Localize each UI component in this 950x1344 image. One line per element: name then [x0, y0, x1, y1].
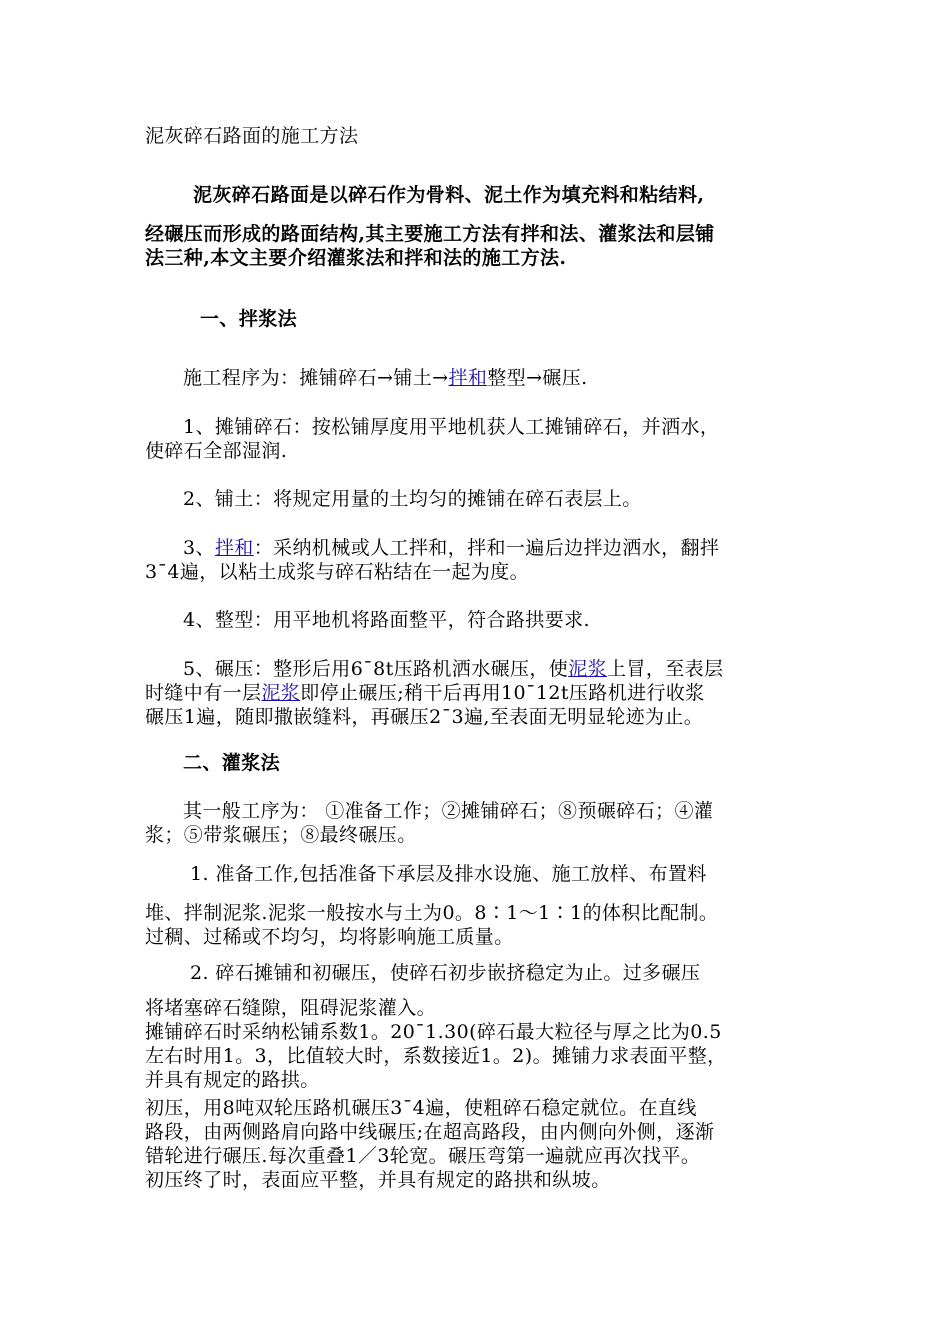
item-1-line-2: 使碎石全部湿润.	[145, 440, 288, 462]
item-3-num: 3、	[183, 537, 215, 559]
section-1-heading: 一、拌浆法	[200, 308, 298, 330]
para-2-line-5: 并具有规定的路拱。	[145, 1069, 320, 1091]
para-2-line-9: 初压终了时，表面应平整，并具有规定的路拱和纵坡。	[145, 1169, 611, 1191]
item-5-text-a: 5、碾压：整形后用6¯8t压路机洒水碾压，使	[183, 658, 569, 680]
procedure-line	[183, 366, 843, 390]
item-5-line-1	[183, 657, 843, 681]
para-2-line-2: 将堵塞碎石缝隙，阻碍泥浆灌入。	[145, 997, 437, 1019]
item-4: 4、整型：用平地机将路面整平，符合路拱要求.	[183, 609, 590, 631]
document-title: 泥灰碎石路面的施工方法	[145, 125, 359, 147]
para-2-line-1: 2. 碎石摊铺和初碾压，使碎石初步嵌挤稳定为止。过多碾压	[190, 962, 701, 984]
procedure-text-b: 整型→碾压.	[487, 367, 588, 389]
intro-line-2: 经碾压而形成的路面结构,其主要施工方法有拌和法、灌浆法和层铺	[145, 223, 715, 245]
link-nijiang-2[interactable]: 泥浆	[261, 682, 301, 704]
para-2-line-8: 错轮进行碾压.每次重叠1／3轮宽。碾压弯第一遍就应再次找平。	[145, 1145, 701, 1167]
para-2-line-4: 左右时用1。3，比值较大时，系数接近1。2)。摊铺力求表面平整，	[145, 1045, 727, 1067]
item-5-text-c: 时缝中有一层	[145, 682, 262, 704]
item-3-line-2: 3¯4遍，以粘土成浆与碎石粘结在一起为度。	[145, 561, 530, 583]
order-line-1: 其一般工序为： ①准备工作；②摊铺碎石；⑧预碾碎石；④灌	[183, 800, 714, 822]
item-5-text-d: 即停止碾压;稍干后再用10¯12t压路机进行收浆	[300, 682, 705, 704]
section-2-heading: 二、灌浆法	[183, 752, 281, 774]
item-3-text: ：采纳机械或人工拌和，拌和一遍后边拌边洒水，翻拌	[253, 537, 720, 559]
order-line-2: 浆；⑤带浆碾压；⑧最终碾压。	[145, 824, 417, 846]
item-5-line-2	[145, 681, 805, 705]
item-3-line-1	[183, 536, 843, 560]
para-2-line-3: 摊铺碎石时采纳松铺系数1。20¯1.30(碎石最大粒径与厚之比为0.5	[145, 1021, 722, 1043]
link-banhe-2[interactable]: 拌和	[214, 537, 254, 559]
item-2: 2、铺土：将规定用量的土均匀的摊铺在碎石表层上。	[183, 488, 642, 510]
procedure-text-a: 施工程序为：摊铺碎石→铺土→	[183, 367, 449, 389]
para-1-line-3: 过稠、过稀或不均匀，均将影响施工质量。	[145, 926, 514, 948]
item-5-line-3: 碾压1遍，随即撒嵌缝料，再碾压2¯3遍,至表面无明显轮迹为止。	[145, 706, 704, 728]
item-5-text-b: 上冒，至表层	[607, 658, 724, 680]
intro-line-3: 法三种,本文主要介绍灌浆法和拌和法的施工方法.	[145, 247, 567, 269]
para-2-line-6: 初压，用8吨双轮压路机碾压3¯4遍，使粗碎石稳定就位。在直线	[145, 1097, 697, 1119]
link-nijiang-1[interactable]: 泥浆	[568, 658, 608, 680]
para-1-line-2: 堆、拌制泥浆.泥浆一般按水与土为0。8∶1～1∶1的体积比配制。	[145, 902, 719, 924]
intro-line-1: 泥灰碎石路面是以碎石作为骨料、泥土作为填充料和粘结料,	[193, 184, 705, 206]
para-2-line-7: 路段，由两侧路肩向路中线碾压;在超高路段，由内侧向外侧，逐渐	[145, 1121, 715, 1143]
link-banhe-1[interactable]: 拌和	[448, 367, 488, 389]
para-1-line-1: 1. 准备工作,包括准备下承层及排水设施、施工放样、布置料	[190, 863, 707, 885]
item-1-line-1: 1、摊铺碎石：按松铺厚度用平地机获人工摊铺碎石，并洒水，	[183, 416, 720, 438]
